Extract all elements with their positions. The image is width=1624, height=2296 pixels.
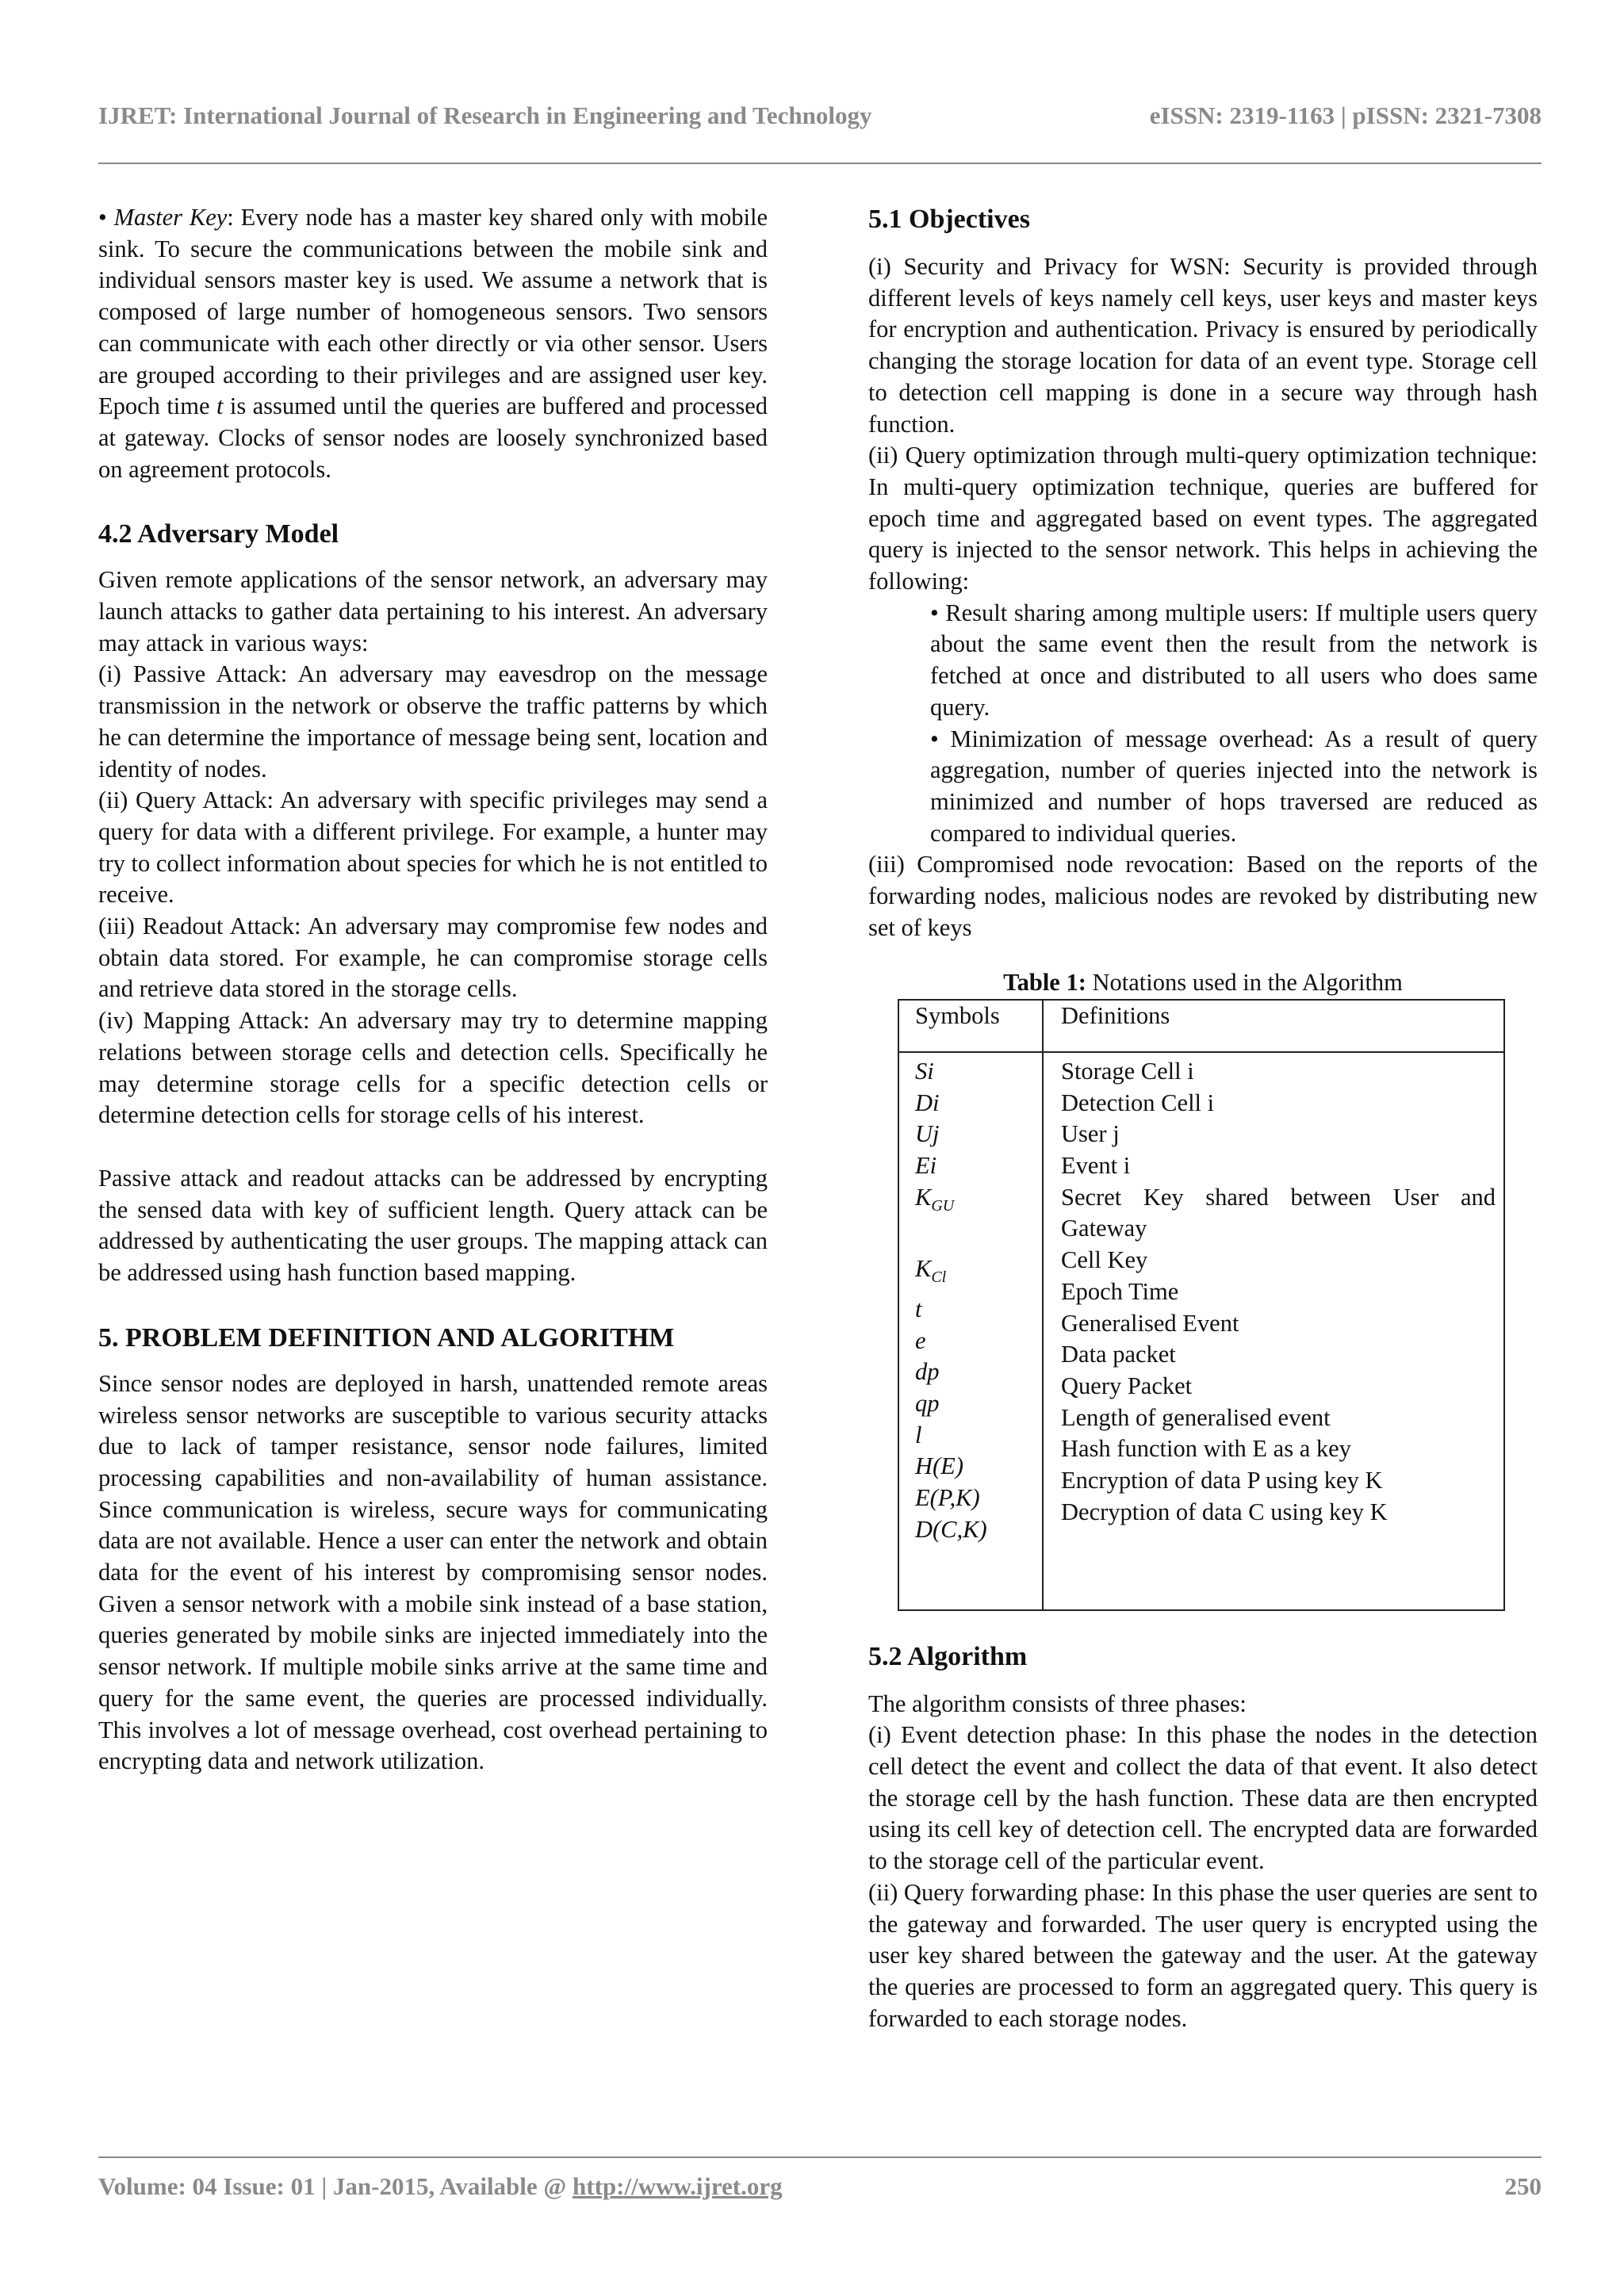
event-detection-phase: (i) Event detection phase: In this phase the nodes in the detection cell detect the event and collect the data of that event. It also detect the storage cell by the hash function. These data are then encrypted using its cell key of detection cell. The encrypted data are forwarded to the storage cell of the particular event. [868, 1721, 1538, 1875]
objective-revocation: (iii) Compromised node revocation: Based on the reports of the forwarding nodes, malicious nodes are revoked by distributing new set of keys [868, 851, 1538, 941]
symbol-epk: E(P,K) [915, 1484, 980, 1512]
master-key-paragraph: • Master Key: Every node has a master key shared only with mobile sink. To secure the communications between the mobile sink and individual sensors master key is used. We assume a network that is composed of large number of homogeneous sensors. Two sensors can communicate with each other directly or via other sensor. Users are grouped according to their privileges and are assigned user key. Epoch time t is assumed until the queries are buffered and processed at gateway. Clocks of sensor nodes are loosely synchronized based on agreement protocols. [98, 204, 768, 483]
symbol-t: t [915, 1295, 922, 1322]
table-body-row [898, 1052, 1504, 1610]
symbol-l: l [915, 1421, 922, 1448]
symbol-kcl: $K_{Cl}$ [915, 1255, 947, 1287]
definition-t: Epoch Time [1061, 1277, 1179, 1305]
symbol-uj: Uj [915, 1120, 940, 1148]
right-column [868, 202, 1538, 2034]
footer-rule [98, 2156, 1542, 2158]
definitions-cell [1043, 1052, 1504, 1610]
query-forwarding-phase: (ii) Query forwarding phase: In this phase the user queries are sent to the gateway and forwarded. The user query is encrypted using the user key shared between the gateway and the user. At the gateway the queries are processed to form an aggregated query. This query is forwarded to each storage nodes. [868, 1878, 1538, 2032]
definition-epk: Encryption of data P using key K [1061, 1467, 1383, 1494]
definition-dp: Data packet [1061, 1341, 1176, 1368]
running-header [98, 101, 1542, 133]
header-rule [98, 163, 1542, 164]
objective-security: (i) Security and Privacy for WSN: Security is provided through different levels of keys namely cell keys, user keys and master keys for encryption and authentication. Privacy is ensured by periodically changing the storage location for data of an event type. Storage cell to detection cell mapping is done in a secure way through hash function. [868, 253, 1538, 438]
journal-title: IJRET: International Journal of Research in Engineering and Technology [98, 101, 872, 129]
symbol-kgu: $K_{GU}$ [915, 1183, 955, 1215]
mapping-attack-item: (iv) Mapping Attack: An adversary may try to determine mapping relations between storage cells and detection cells. Specifically he may determine storage cells for a specific detection cells or determine detection cells for storage cells of his interest. [98, 1007, 768, 1129]
symbol-he: H(E) [915, 1452, 963, 1480]
definition-kcl: Cell Key [1061, 1246, 1148, 1274]
definition-si: Storage Cell i [1061, 1057, 1194, 1085]
running-footer [98, 2172, 1542, 2204]
definition-l: Length of generalised event [1061, 1403, 1331, 1431]
symbol-ei: Ei [915, 1151, 937, 1179]
symbols-cell [898, 1052, 1043, 1610]
definition-qp: Query Packet [1061, 1372, 1193, 1399]
query-attack-item: (ii) Query Attack: An adversary with specific privileges may send a query for data with a different privilege. For example, a hunter may try to collect information about species for which he is not entitled to receive. [98, 786, 768, 909]
symbol-di: Di [915, 1089, 940, 1116]
passive-summary-paragraph: Passive attack and readout attacks can be addressed by encrypting the sensed data with key of sufficient length. Query attack can be addressed by authenticating the user groups. The mapping attack can be addressed using hash function based mapping. [98, 1164, 768, 1287]
adversary-heading: 4.2 Adversary Model [98, 519, 339, 549]
table-caption: Table 1: Notations used in the Algorithm [1003, 969, 1403, 997]
adversary-intro: Given remote applications of the sensor network, an adversary may launch attacks to gather data pertaining to his interest. An adversary may attack in various ways: [98, 566, 768, 656]
header-symbols: Symbols [898, 1000, 1043, 1052]
journal-link[interactable]: http://www.ijret.org [573, 2172, 783, 2200]
page-number: 250 [1504, 2172, 1542, 2200]
notation-table [898, 999, 1505, 1610]
passive-attack-item: (i) Passive Attack: An adversary may eavesdrop on the message transmission in the network or observe the traffic patterns by which he can determine the importance of message being sent, location and identity of nodes. [98, 660, 768, 783]
symbol-qp: qp [915, 1390, 940, 1418]
symbol-dck: D(C,K) [915, 1515, 987, 1543]
definition-uj: User j [1061, 1120, 1120, 1148]
definition-he: Hash function with E as a key [1061, 1435, 1351, 1463]
bullet-result-sharing: • Result sharing among multiple users: If multiple users query about the same event then the result from the network is fetched at once and distributed to all users who does same query. [930, 599, 1538, 721]
issn-text: eISSN: 2319-1163 | pISSN: 2321-7308 [1149, 101, 1542, 129]
master-key-term: Master Key [113, 204, 228, 231]
symbol-dp: dp [915, 1358, 940, 1386]
symbol-si: Si [915, 1057, 934, 1085]
algorithm-heading: 5.2 Algorithm [868, 1641, 1028, 1671]
definition-ei: Event i [1061, 1151, 1131, 1179]
symbol-e: e [915, 1326, 926, 1354]
volume-text: Volume: 04 Issue: 01 | Jan-2015, Available @ http://www.ijret.org [98, 2172, 783, 2200]
definition-kgu: Secret Key shared between User and Gateway [1061, 1183, 1496, 1242]
problem-heading: 5. PROBLEM DEFINITION AND ALGORITHM [98, 1322, 675, 1353]
problem-paragraph: Since sensor nodes are deployed in harsh, unattended remote areas wireless sensor networks are susceptible to various security attacks due to lack of tamper resistance, sensor node failures, limited processing capabilities and non-availability of human assistance. Since communication is wireless, secure ways for communicating data are not available. Hence a user can enter the network and obtain data for the event of his interest by compromising sensor nodes. Given a sensor network with a mobile sink instead of a base station, queries generated by mobile sinks are injected immediately into the sensor network. If multiple mobile sinks arrive at the same time and query for the same event, the queries are processed individually. This involves a lot of message overhead, cost overhead pertaining to encrypting data and network utilization. [98, 1369, 768, 1775]
readout-attack-item: (iii) Readout Attack: An adversary may compromise few nodes and obtain data stored. For example, he can compromise storage cells and retrieve data stored in the storage cells. [98, 913, 768, 1003]
definition-e: Generalised Event [1061, 1309, 1239, 1337]
header-definitions: Definitions [1043, 1000, 1504, 1052]
bullet-message-overhead: • Minimization of message overhead: As a result of query aggregation, number of queries injected into the network is minimized and number of hops traversed are reduced as compared to individual queries. [930, 725, 1538, 847]
definition-di: Detection Cell i [1061, 1089, 1215, 1116]
objectives-heading: 5.1 Objectives [868, 205, 1030, 234]
objective-query: (ii) Query optimization through multi-query optimization technique: In multi-query optimization technique, queries are buffered for epoch time and aggregated based on event types. The aggregated query is injected to the sensor network. This helps in achieving the following: [868, 442, 1538, 595]
definition-dck: Decryption of data C using key K [1061, 1498, 1388, 1525]
algorithm-intro: The algorithm consists of three phases: [868, 1689, 1247, 1717]
left-column [98, 202, 768, 1777]
table-header-row [898, 1000, 1504, 1052]
